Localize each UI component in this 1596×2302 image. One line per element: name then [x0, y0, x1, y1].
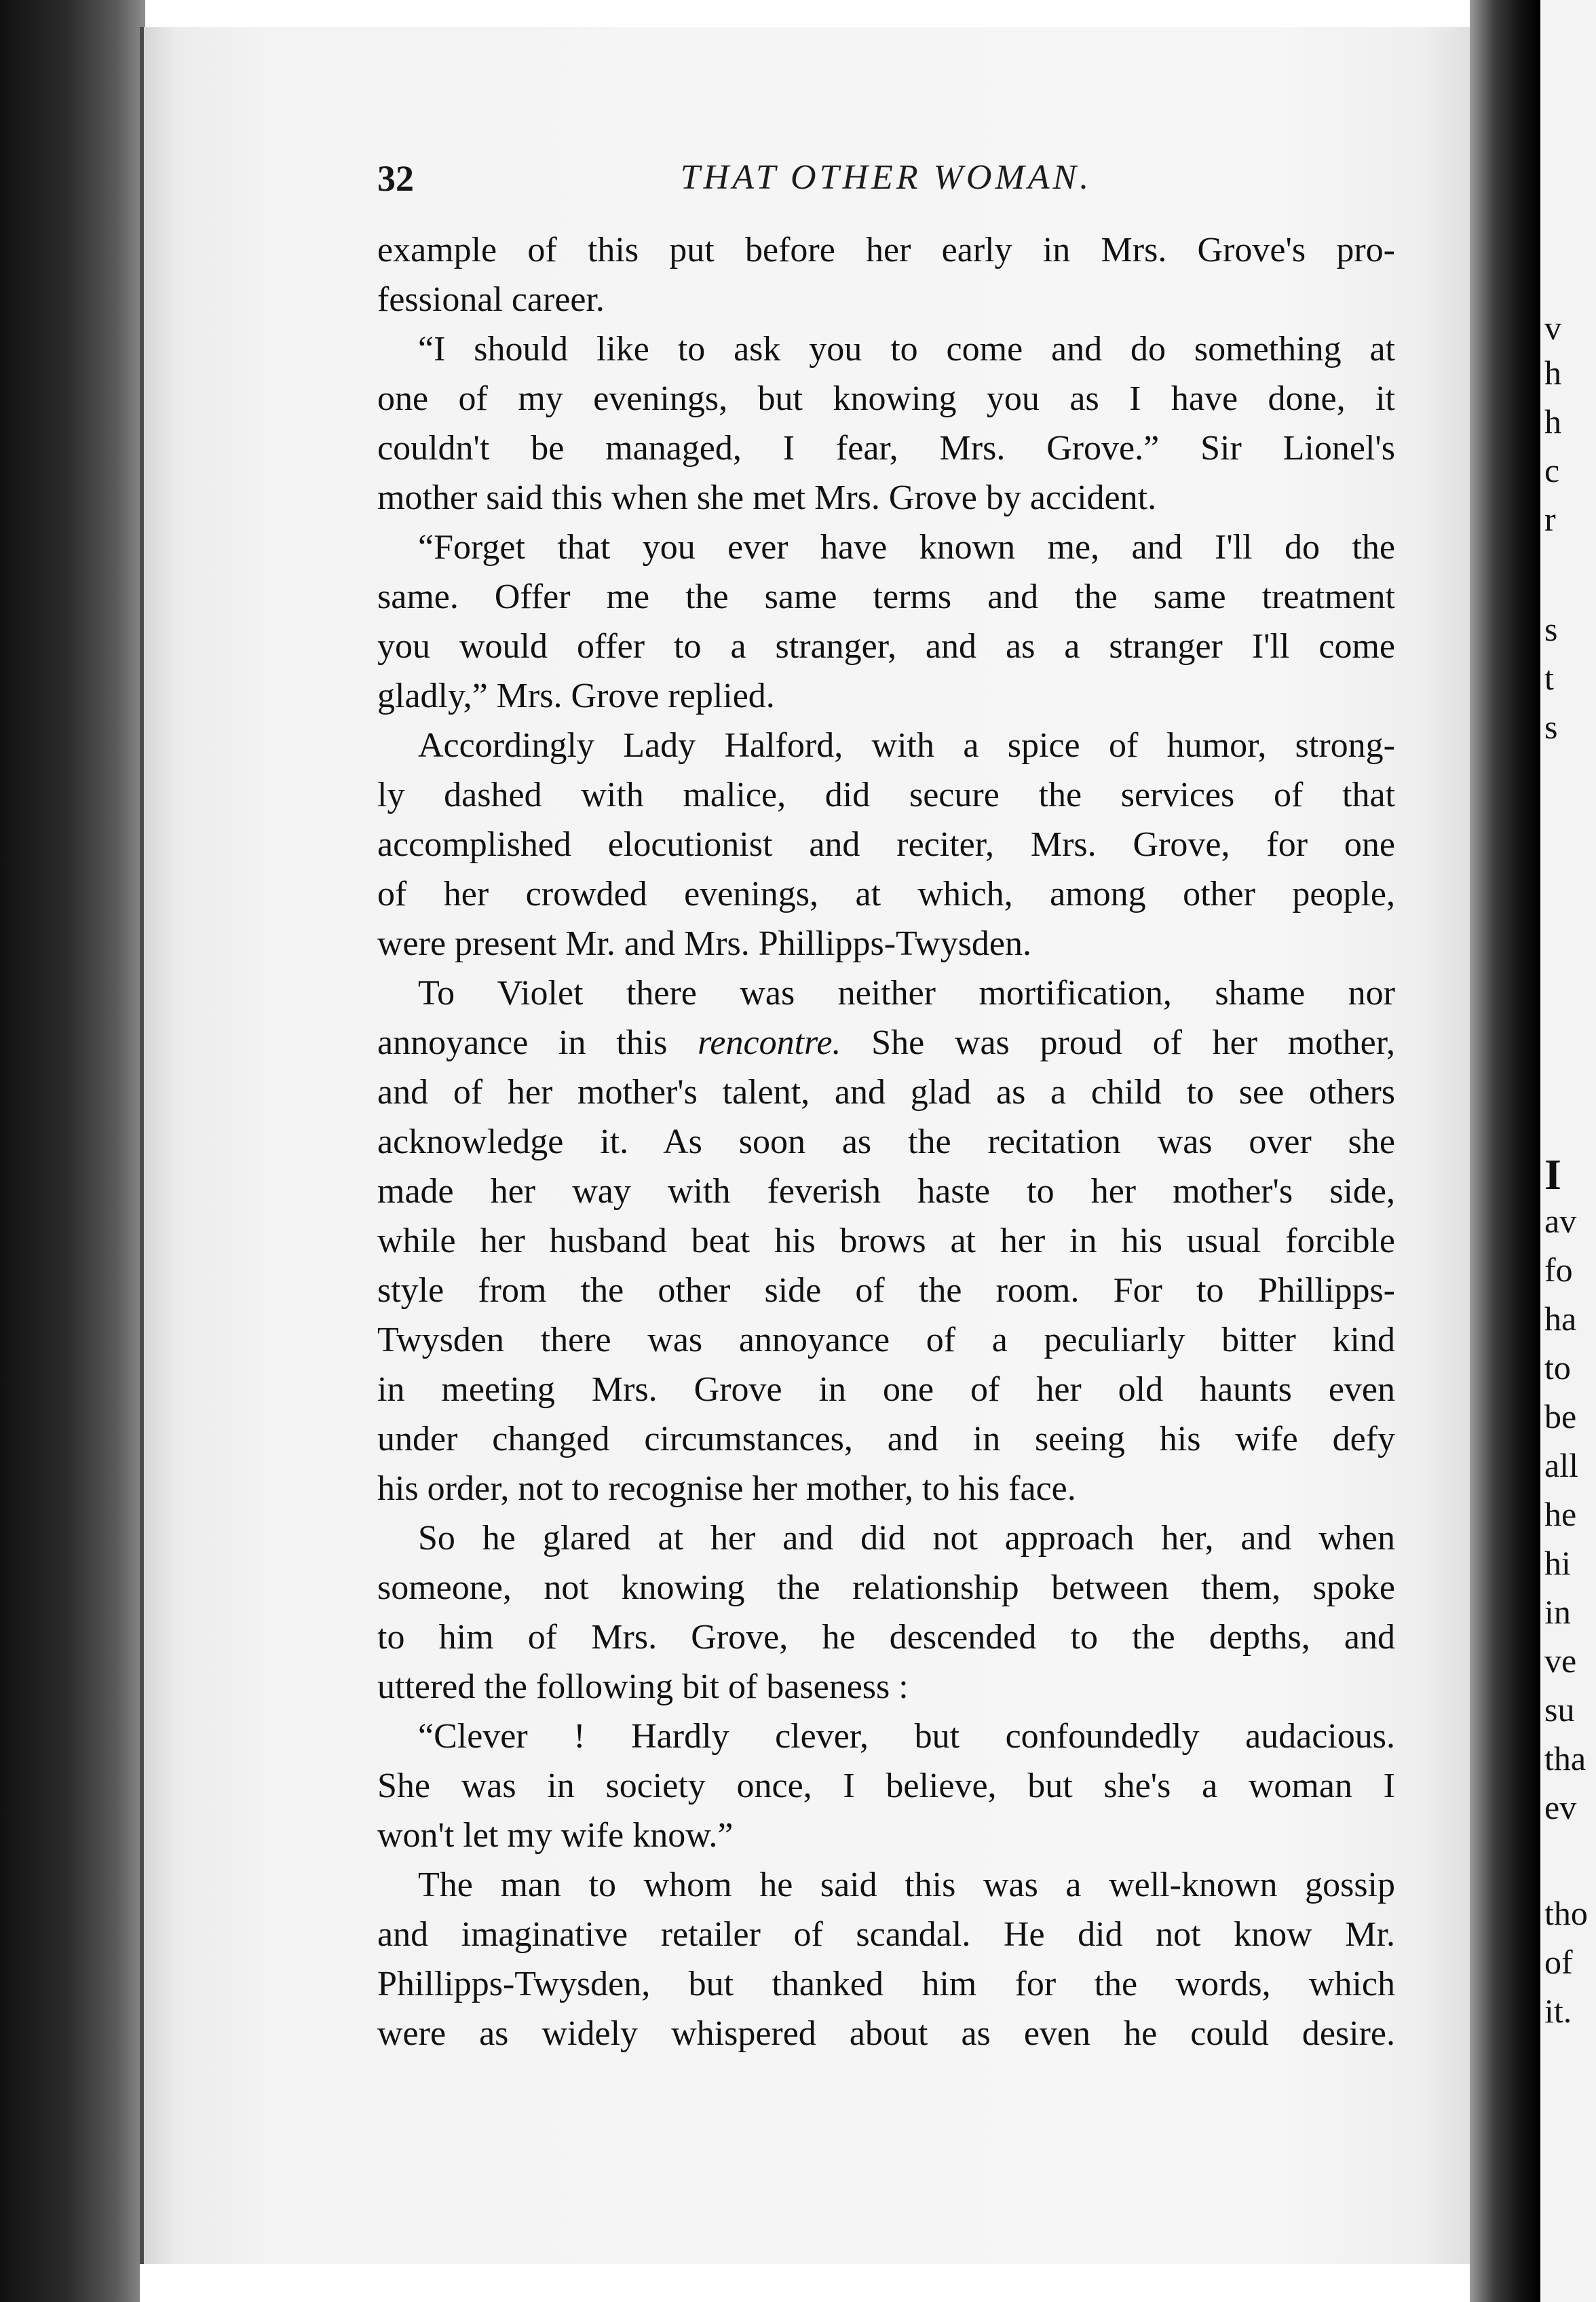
text-line: were present Mr. and Mrs. Phillipps-Twysden.: [377, 924, 1032, 963]
text-line: couldn't be managed, I fear, Mrs. Grove.” Sir Lionel's: [377, 429, 1395, 468]
facing-fragment: s: [1544, 708, 1558, 746]
text-line: someone, not knowing the relationship between them, spoke: [377, 1568, 1395, 1607]
text-line: while her husband beat his brows at her in his usual forcible: [377, 1222, 1395, 1260]
facing-fragment: h: [1544, 402, 1561, 440]
text-line: “Forget that you ever have known me, and I'll do the: [418, 528, 1395, 567]
text-line: same. Offer me the same terms and the same treatment: [377, 578, 1395, 616]
facing-fragment: all: [1544, 1446, 1578, 1484]
facing-fragment: in: [1544, 1593, 1571, 1631]
text-line: accomplished elocutionist and reciter, Mrs. Grove, for one: [377, 825, 1395, 864]
text-line: uttered the following bit of baseness :: [377, 1667, 909, 1706]
facing-fragment: to: [1544, 1348, 1571, 1386]
text-line: Accordingly Lady Halford, with a spice of humor, strong-: [418, 726, 1395, 765]
text-line: “I should like to ask you to come and do something at: [418, 330, 1395, 369]
text-line: of her crowded evenings, at which, among other people,: [377, 875, 1395, 913]
facing-fragment: h: [1544, 354, 1561, 392]
running-header: [377, 157, 1395, 212]
text-line: “Clever ! Hardly clever, but confoundedly audacious.: [418, 1717, 1395, 1756]
text-line: and imaginative retailer of scandal. He did not know Mr.: [377, 1915, 1395, 1954]
body-text: [377, 225, 1395, 2058]
facing-fragment: ha: [1544, 1300, 1577, 1338]
text-line: you would offer to a stranger, and as a stranger I'll come: [377, 627, 1395, 666]
text-line: example of this put before her early in Mrs. Grove's pro-: [377, 231, 1395, 269]
text-line: his order, not to recognise her mother, to his face.: [377, 1469, 1076, 1508]
facing-fragment: it.: [1544, 1992, 1572, 2030]
text-line: Phillipps-Twysden, but thanked him for the words, which: [377, 1965, 1395, 2003]
text-span: She was proud of her mother,: [841, 1023, 1395, 1062]
text-line: to him of Mrs. Grove, he descended to the depths, and: [377, 1618, 1395, 1657]
facing-fragment: su: [1544, 1691, 1575, 1729]
text-span: annoyance in this: [377, 1023, 698, 1062]
italic-word: rencontre.: [698, 1023, 841, 1062]
text-line: were as widely whispered about as even he could desire.: [377, 2014, 1395, 2053]
facing-fragment: tho: [1544, 1894, 1588, 1932]
running-title: THAT OTHER WOMAN.: [680, 158, 1092, 197]
scan-bottom-margin: [140, 2264, 1470, 2302]
text-line: style from the other side of the room. For to Phillipps-: [377, 1271, 1395, 1310]
facing-fragment: he: [1544, 1495, 1577, 1533]
facing-fragment: ve: [1544, 1642, 1577, 1680]
facing-fragment: ev: [1544, 1788, 1577, 1826]
text-line: Twysden there was annoyance of a peculiarly bitter kind: [377, 1321, 1395, 1359]
text-line: won't let my wife know.”: [377, 1816, 734, 1855]
text-line: and of her mother's talent, and glad as a child to see others: [377, 1073, 1395, 1112]
text-line: She was in society once, I believe, but she's a woman I: [377, 1767, 1395, 1805]
text-line: acknowledge it. As soon as the recitation was over she: [377, 1122, 1395, 1161]
text-line: ly dashed with malice, did secure the services of that: [377, 776, 1395, 814]
text-line: mother said this when she met Mrs. Grove by accident.: [377, 478, 1157, 517]
facing-fragment: s: [1544, 610, 1558, 648]
facing-fragment: tha: [1544, 1739, 1586, 1777]
text-line-with-italic: [377, 1018, 1395, 1068]
text-line: in meeting Mrs. Grove in one of her old haunts even: [377, 1370, 1395, 1409]
text-line: To Violet there was neither mortification, shame nor: [418, 974, 1395, 1013]
text-line: gladly,” Mrs. Grove replied.: [377, 677, 775, 715]
text-line: one of my evenings, but knowing you as I have done, it: [377, 379, 1395, 418]
text-line: made her way with feverish haste to her mother's side,: [377, 1172, 1395, 1211]
text-line: So he glared at her and did not approach her, and when: [418, 1519, 1395, 1558]
facing-fragment: be: [1544, 1397, 1577, 1435]
facing-fragment: av: [1544, 1202, 1577, 1240]
facing-fragment: of: [1544, 1943, 1573, 1981]
facing-page-edge: [1540, 0, 1596, 2302]
facing-fragment: I: [1544, 1150, 1561, 1199]
scan-left-edge: [0, 0, 145, 2302]
facing-fragment: t: [1544, 659, 1554, 697]
facing-fragment: r: [1544, 500, 1556, 538]
facing-fragment: v: [1544, 309, 1561, 347]
facing-fragment: c: [1544, 451, 1560, 489]
text-line: The man to whom he said this was a well-known gossip: [418, 1866, 1395, 1904]
book-gutter: [1470, 0, 1540, 2302]
page-number: 32: [377, 158, 414, 199]
facing-fragment: hi: [1544, 1544, 1571, 1582]
text-line: under changed circumstances, and in seeing his wife defy: [377, 1420, 1395, 1458]
text-line: fessional career.: [377, 280, 605, 319]
facing-fragment: fo: [1544, 1251, 1573, 1289]
